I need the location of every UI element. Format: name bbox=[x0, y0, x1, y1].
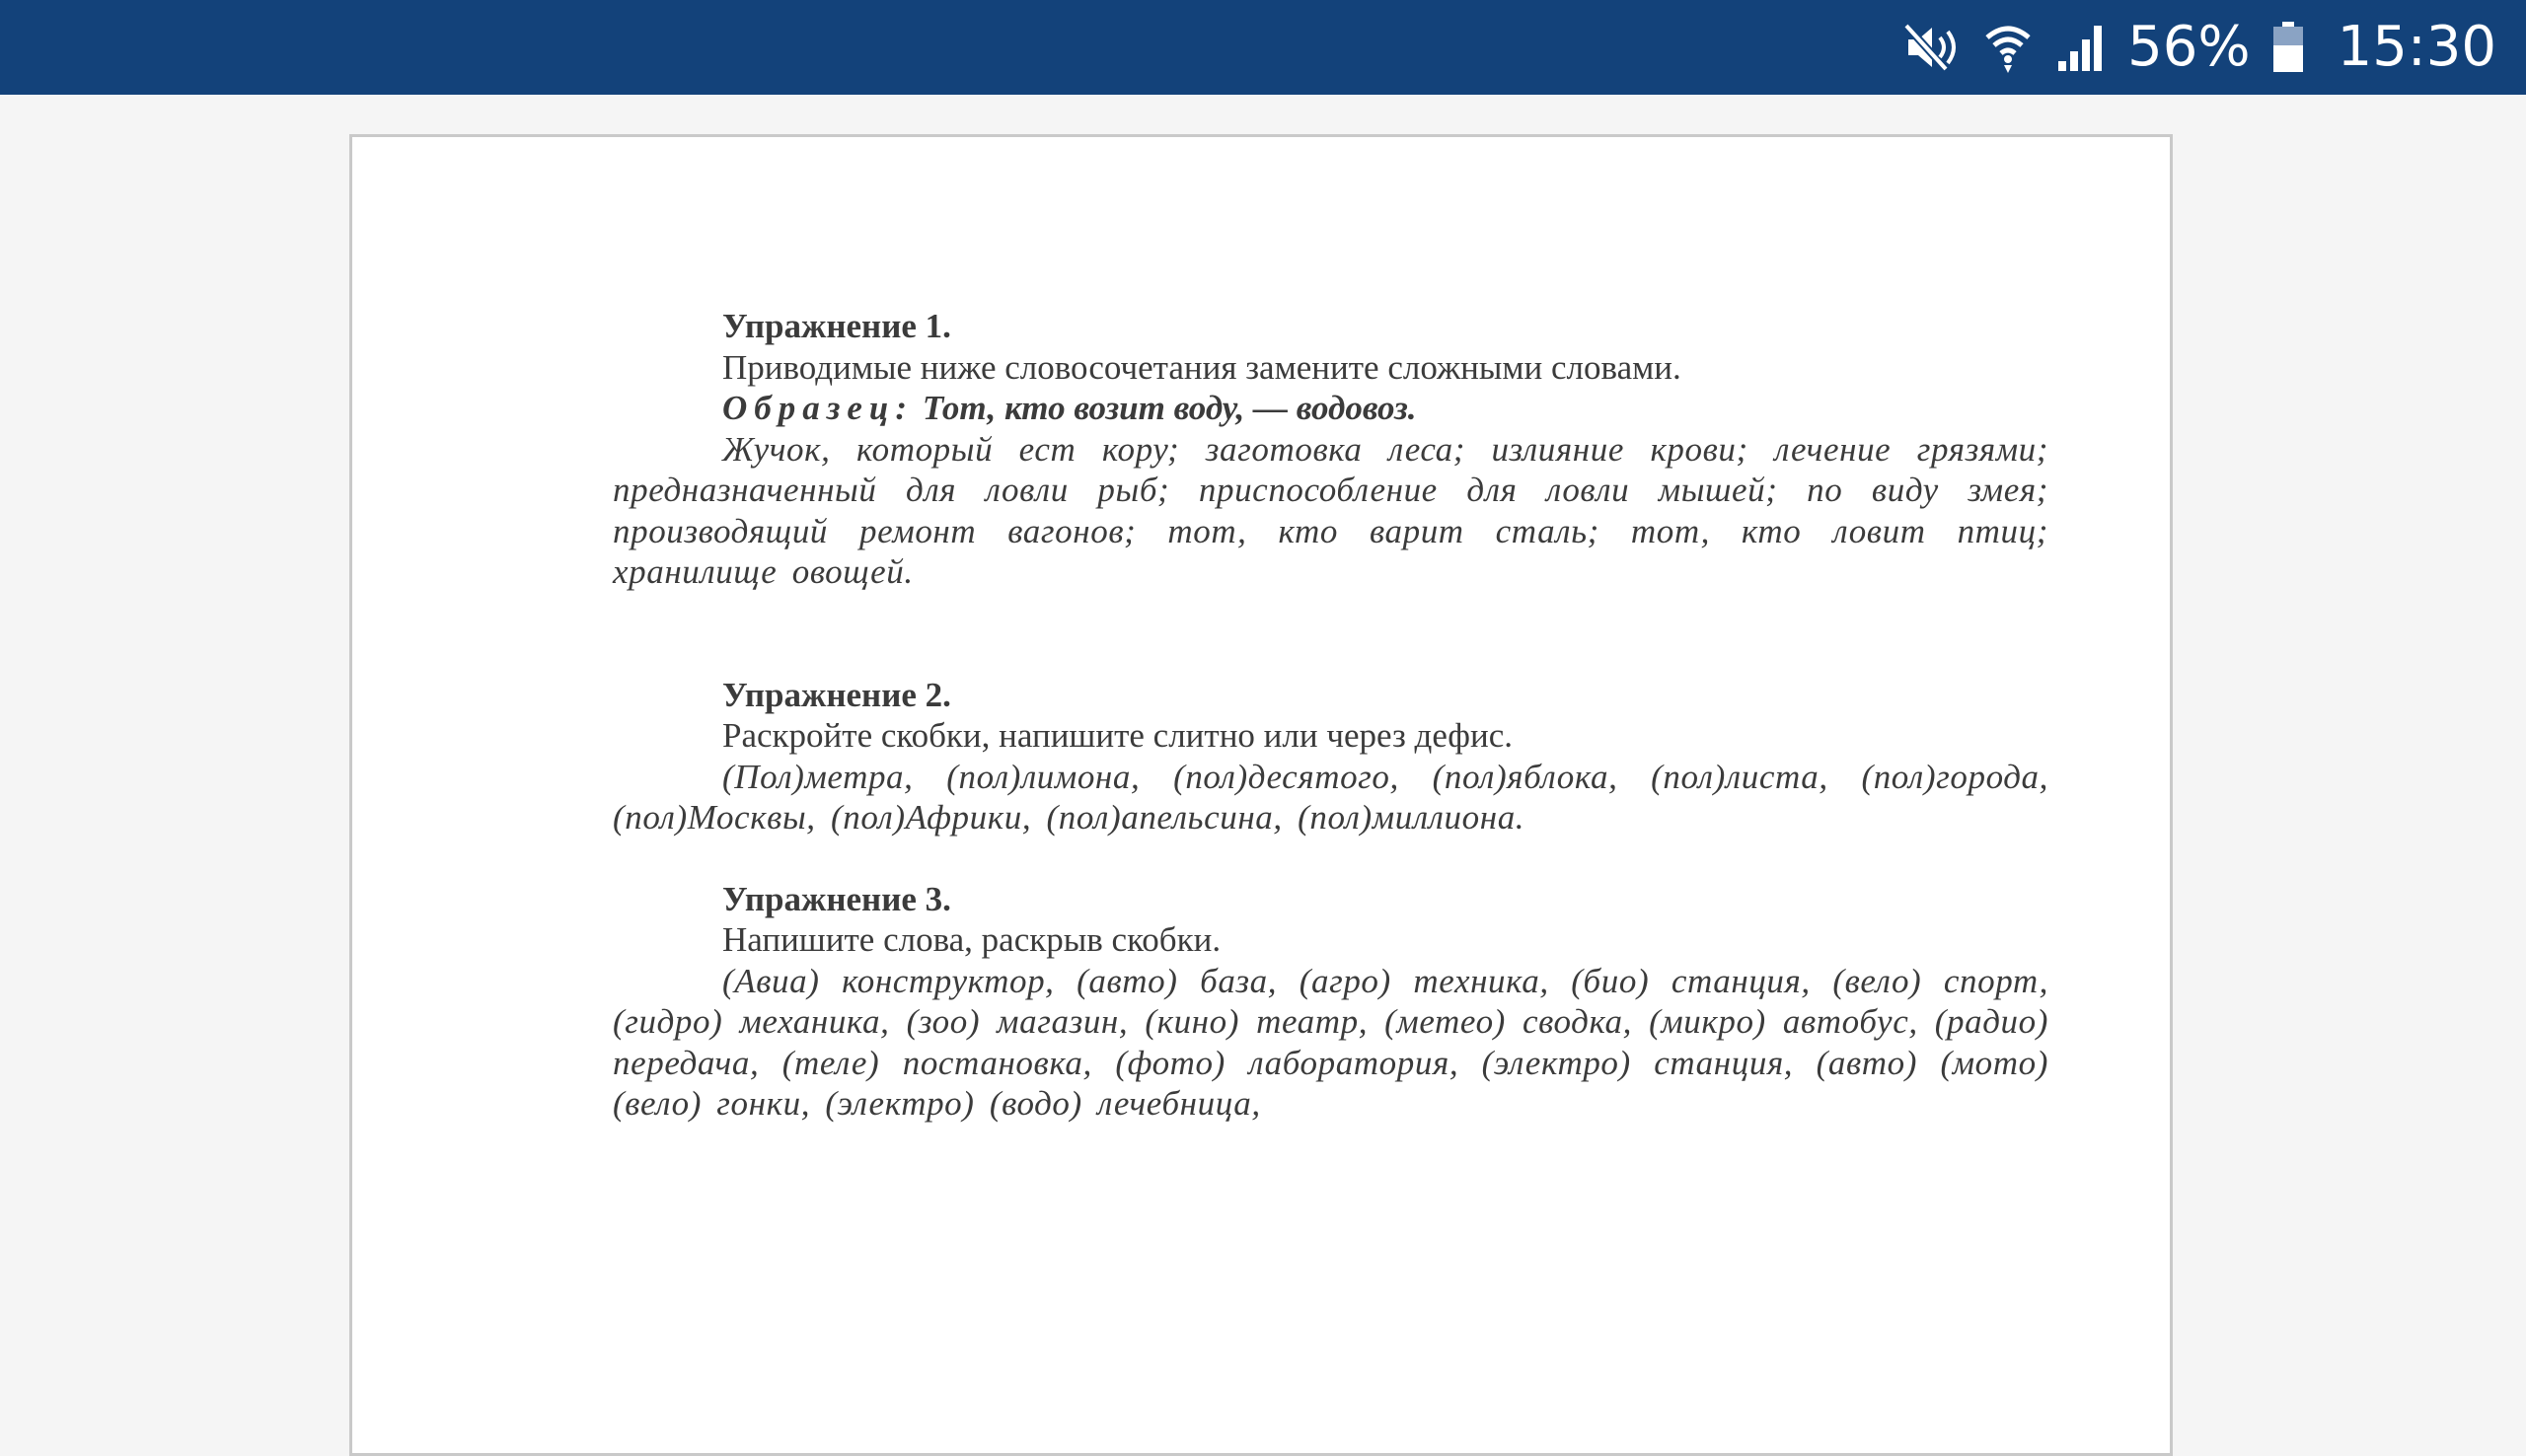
exercise-instruction: Напишите слова, раскрыв скобки. bbox=[722, 920, 1222, 959]
exercise-3 bbox=[613, 879, 2048, 1125]
clock: 15:30 bbox=[2337, 15, 2496, 79]
battery-icon bbox=[2272, 22, 2304, 73]
exercise-instruction: Раскройте скобки, напишите слитно или через дефис. bbox=[722, 716, 1514, 755]
exercise-text: (Авиа) конструктор, (авто) база, (агро) техника, (био) станция, (вело) спорт, (гидро) механика, (зоо) магазин, (кино) театр, (метео) сводка, (микро) автобус, (радио) передача, (теле) постановка, (фото) лаборатория, (электро) станция, (авто) (мото) (вело) гонки, (электро) (водо) лечебница, bbox=[613, 961, 2048, 1123]
sample-text: Тот, кто возит воду, — водовоз. bbox=[922, 389, 1417, 427]
exercise-1 bbox=[613, 306, 2048, 593]
exercise-title: Упражнение 1. bbox=[722, 307, 951, 345]
exercise-instruction: Приводимые ниже словосочетания замените сложными словами. bbox=[722, 347, 1681, 387]
exercise-text: Жучок, который ест кору; заготовка леса; излияние крови; лечение грязями; предназначенный для ловли рыб; приспособление для ловли мышей; по виду змея; производящий ремонт вагонов; тот, кто варит сталь; тот, кто ловит птиц; хранилище овощей. bbox=[613, 429, 2048, 591]
exercise-text: (Пол)метра, (пол)лимона, (пол)десятого, (пол)яблока, (пол)листа, (пол)города, (пол)Москвы, (пол)Африки, (пол)апельсина, (пол)миллиона. bbox=[613, 757, 2048, 837]
spacer bbox=[613, 838, 2048, 879]
spacer bbox=[613, 593, 2048, 675]
document-page[interactable] bbox=[349, 134, 2173, 1456]
exercise-title: Упражнение 2. bbox=[722, 675, 951, 714]
exercise-title: Упражнение 3. bbox=[722, 879, 951, 918]
sample-label: Образец: bbox=[722, 389, 915, 427]
battery-percent: 56% bbox=[2127, 15, 2251, 79]
mute-icon bbox=[1904, 22, 1962, 73]
wifi-icon bbox=[1983, 22, 2033, 73]
signal-icon bbox=[2054, 22, 2106, 73]
exercise-2 bbox=[613, 675, 2048, 838]
status-icons bbox=[1904, 0, 2496, 95]
status-bar bbox=[0, 0, 2526, 95]
document-content bbox=[613, 306, 2048, 1125]
exercise-sample bbox=[613, 388, 2048, 429]
